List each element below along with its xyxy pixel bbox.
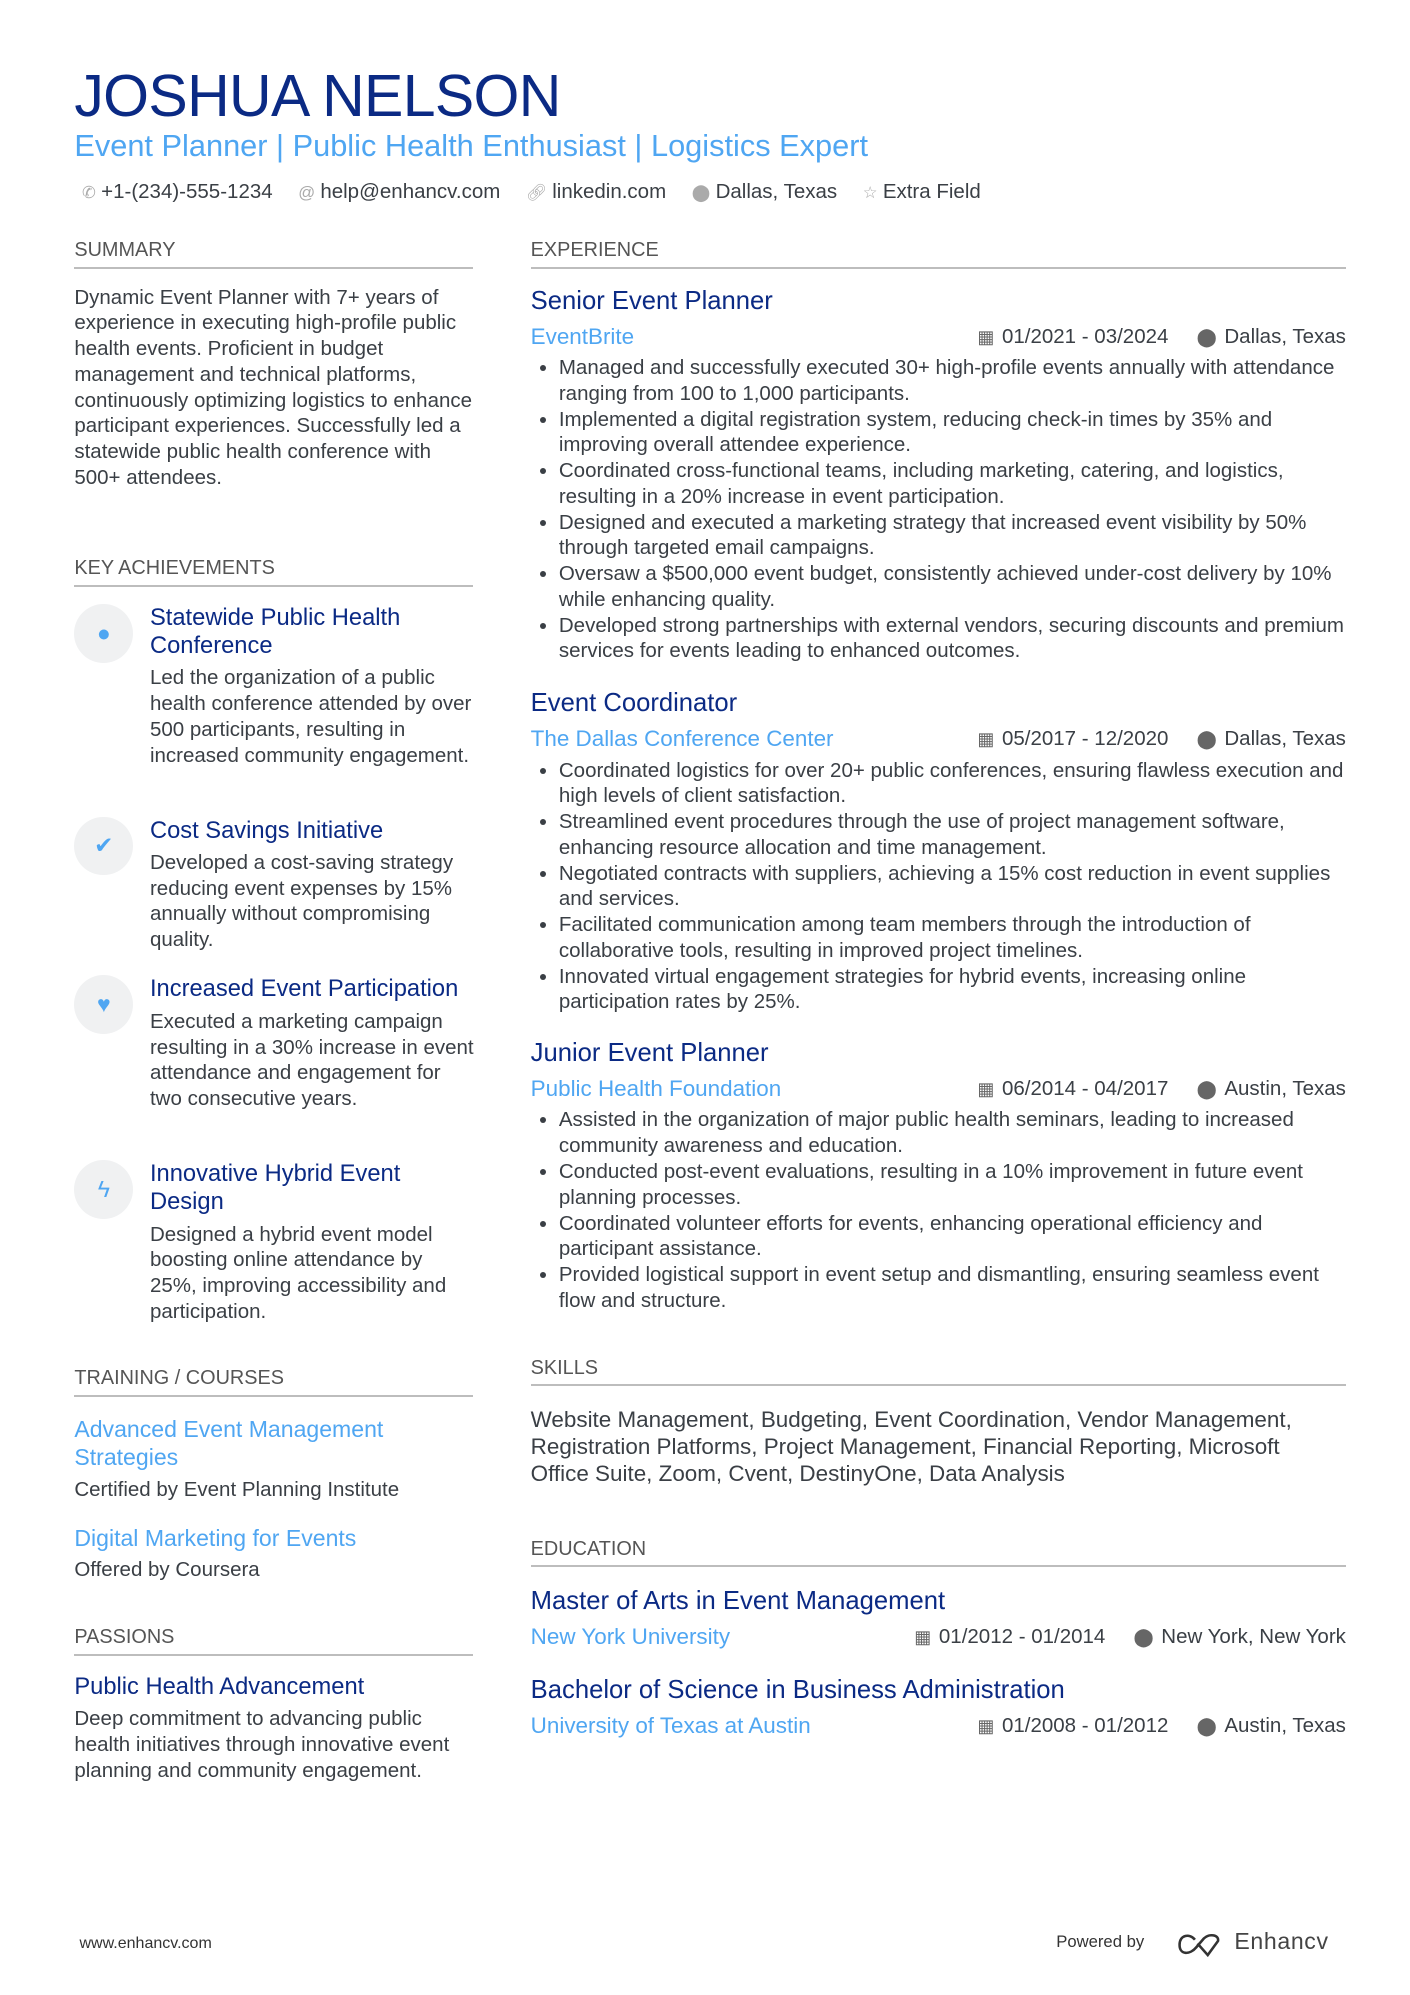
footer-website[interactable]: www.enhancv.com xyxy=(79,1934,212,1953)
achievement-title: Statewide Public Health Conference xyxy=(149,604,401,659)
company-name: The Dallas Conference Center xyxy=(530,726,834,752)
date-range: ▦ 01/2008 - 01/2012 xyxy=(977,1714,1169,1738)
contact-linkedin[interactable]: 🔗︎ linkedin.com xyxy=(525,180,667,204)
bullet-item: • Coordinated cross-functional teams, including marketing, catering, and logistics, resulting in a 20% increase in event participation. xyxy=(559,458,1346,510)
achievement-title: Cost Savings Initiative xyxy=(149,817,384,844)
summary-text: Dynamic Event Planner with 7+ years of experience in executing high-profile public health events. Proficient in budget management and technical platforms, continuously optimizing logistics to enhance participant experiences. Successfully led a statewide public health conference with 500+ attendees. xyxy=(74,285,473,489)
job-bullets xyxy=(531,758,1346,1016)
calendar-icon: ▦ xyxy=(977,1716,995,1737)
degree: Bachelor of Science in Business Administration xyxy=(530,1676,1065,1705)
date-range: ▦ 01/2012 - 01/2014 xyxy=(914,1624,1106,1648)
job-entry xyxy=(531,688,1346,1015)
job-entry xyxy=(531,1038,1346,1313)
location-icon: ⬤ xyxy=(691,183,711,203)
bullet-item: • Managed and successfully executed 30+ high-profile events annually with attendance ranging from 100 to 1,000 participants. xyxy=(559,355,1346,407)
contact-phone[interactable]: ✆ +1-(234)-555-1234 xyxy=(82,180,273,204)
achievement-text: Developed a cost-saving strategy reducing event expenses by 15% annually without compromising quality. xyxy=(149,850,454,952)
bullet-item: • Designed and executed a marketing strategy that increased event visibility by 50% through targeted email campaigns. xyxy=(559,510,1346,562)
calendar-icon: ▦ xyxy=(977,326,995,347)
bullet-item: • Developed strong partnerships with external vendors, securing discounts and premium services for events leading to enhanced outcomes. xyxy=(559,613,1346,665)
section-heading-achievements: KEY ACHIEVEMENTS xyxy=(74,556,473,586)
course-item xyxy=(74,1415,433,1502)
job-bullets xyxy=(531,355,1346,664)
bullet-item: • Coordinated logistics for over 20+ public conferences, ensuring flawless execution and high levels of client satisfaction. xyxy=(559,758,1346,810)
heart-icon: ♥ xyxy=(74,975,133,1034)
calendar-icon: ▦ xyxy=(977,1079,995,1100)
head-icon: ● xyxy=(74,604,133,663)
school-name: New York University xyxy=(530,1623,731,1649)
footer-brand: Enhancv xyxy=(1234,1927,1329,1954)
achievement-text: Executed a marketing campaign resulting in a 30% increase in event attendance and engagement for two consecutive years. xyxy=(149,1009,474,1111)
achievement-text: Led the organization of a public health conference attended by over 500 participants, resulting in increased community engagement. xyxy=(149,666,472,767)
date-range: ▦ 05/2017 - 12/2020 xyxy=(977,727,1169,751)
bullet-item: • Negotiated contracts with suppliers, achieving a 15% cost reduction in event supplies and services. xyxy=(559,861,1346,913)
date-range: ▦ 01/2021 - 03/2024 xyxy=(977,324,1169,348)
passion-text: Deep commitment to advancing public health initiatives through innovative event planning and community engagement. xyxy=(74,1707,450,1782)
section-heading-skills: SKILLS xyxy=(531,1356,1346,1386)
location-pin-icon: ⬤ xyxy=(1196,1079,1217,1100)
achievement-text: Designed a hybrid event model boosting online attendance by 25%, improving accessibility and participation. xyxy=(149,1222,447,1323)
bullet-item: • Provided logistical support in event setup and dismantling, ensuring seamless event flow and structure. xyxy=(559,1262,1346,1314)
calendar-icon: ▦ xyxy=(977,729,995,750)
footer-powered-by: Powered by xyxy=(1056,1931,1145,1951)
course-provider: Certified by Event Planning Institute xyxy=(74,1477,400,1501)
candidate-name: JOSHUA NELSON xyxy=(74,64,561,130)
bullet-item: • Innovated virtual engagement strategies for hybrid events, increasing online participation rates by 25%. xyxy=(559,964,1346,1016)
degree: Master of Arts in Event Management xyxy=(530,1586,946,1615)
course-title: Advanced Event Management Strategies xyxy=(74,1416,384,1471)
section-heading-passions: PASSIONS xyxy=(74,1625,473,1655)
location: ⬤ Austin, Texas xyxy=(1196,1714,1346,1738)
job-bullets xyxy=(531,1107,1346,1313)
bullet-item: • Coordinated volunteer efforts for events, enhancing operational efficiency and participant assistance. xyxy=(559,1211,1346,1263)
achievement-item xyxy=(74,817,474,953)
location: ⬤ New York, New York xyxy=(1133,1624,1346,1648)
education-entry xyxy=(531,1675,1346,1742)
job-title: Senior Event Planner xyxy=(530,286,773,315)
candidate-title: Event Planner | Public Health Enthusiast | Logistics Expert xyxy=(74,128,869,164)
contact-bar xyxy=(82,178,981,207)
achievement-item xyxy=(74,1160,474,1325)
contact-email[interactable]: @ help@enhancv.com xyxy=(298,180,501,204)
bullet-item: • Streamlined event procedures through the use of project management software, enhancing resource allocation and time management. xyxy=(559,809,1346,861)
link-icon: 🔗︎ xyxy=(525,183,548,203)
education-entry xyxy=(531,1586,1346,1653)
passion-item xyxy=(74,1673,471,1784)
contact-location: ⬤ Dallas, Texas xyxy=(691,180,838,204)
location: ⬤ Austin, Texas xyxy=(1196,1077,1346,1101)
contact-extra: ☆ Extra Field xyxy=(862,180,981,204)
passion-title: Public Health Advancement xyxy=(74,1673,365,1700)
skills-text: Website Management, Budgeting, Event Coordination, Vendor Management, Registration Platforms, Project Management, Financial Reporting, Microsoft Office Suite, Zoom, Cvent, DestinyOne, Data Analysis xyxy=(530,1407,1292,1487)
job-title: Junior Event Planner xyxy=(530,1039,769,1068)
phone-icon: ✆ xyxy=(82,183,96,203)
location-pin-icon: ⬤ xyxy=(1133,1626,1154,1647)
achievement-title: Innovative Hybrid Event Design xyxy=(149,1161,401,1216)
course-item xyxy=(74,1524,459,1583)
location-pin-icon: ⬤ xyxy=(1196,326,1217,347)
location-pin-icon: ⬤ xyxy=(1196,729,1217,750)
calendar-icon: ▦ xyxy=(914,1626,932,1647)
bullet-item: • Oversaw a $500,000 event budget, consistently achieved under-cost delivery by 10% while enhancing quality. xyxy=(559,561,1346,613)
location: ⬤ Dallas, Texas xyxy=(1196,324,1346,348)
achievement-title: Increased Event Participation xyxy=(149,976,459,1003)
bolt-icon: ϟ xyxy=(74,1160,133,1219)
location: ⬤ Dallas, Texas xyxy=(1196,727,1346,751)
bullet-item: • Conducted post-event evaluations, resulting in a 10% improvement in future event planning processes. xyxy=(559,1159,1346,1211)
course-title: Digital Marketing for Events xyxy=(74,1525,357,1552)
achievement-item xyxy=(74,604,474,769)
section-heading-experience: EXPERIENCE xyxy=(531,238,1346,268)
bullet-item: • Facilitated communication among team members through the introduction of collaborative tools, resulting in improved project timelines. xyxy=(559,912,1346,964)
job-entry xyxy=(531,286,1346,664)
section-heading-education: EDUCATION xyxy=(531,1537,1346,1567)
star-icon: ☆ xyxy=(862,183,878,203)
company-name: EventBrite xyxy=(530,323,635,349)
check-icon: ✔ xyxy=(74,817,133,876)
enhancv-logo-icon xyxy=(1177,1932,1226,1958)
section-heading-training: TRAINING / COURSES xyxy=(74,1366,473,1396)
company-name: Public Health Foundation xyxy=(530,1076,782,1102)
job-title: Event Coordinator xyxy=(530,689,738,718)
course-provider: Offered by Coursera xyxy=(74,1558,260,1582)
at-icon: @ xyxy=(298,183,316,203)
bullet-item: • Assisted in the organization of major public health seminars, leading to increased community awareness and education. xyxy=(559,1107,1346,1159)
school-name: University of Texas at Austin xyxy=(530,1713,811,1739)
section-heading-summary: SUMMARY xyxy=(74,238,473,268)
date-range: ▦ 06/2014 - 04/2017 xyxy=(977,1077,1169,1101)
location-pin-icon: ⬤ xyxy=(1196,1716,1217,1737)
bullet-item: • Implemented a digital registration system, reducing check-in times by 35% and improving overall attendee experience. xyxy=(559,407,1346,459)
achievement-item xyxy=(74,975,474,1111)
